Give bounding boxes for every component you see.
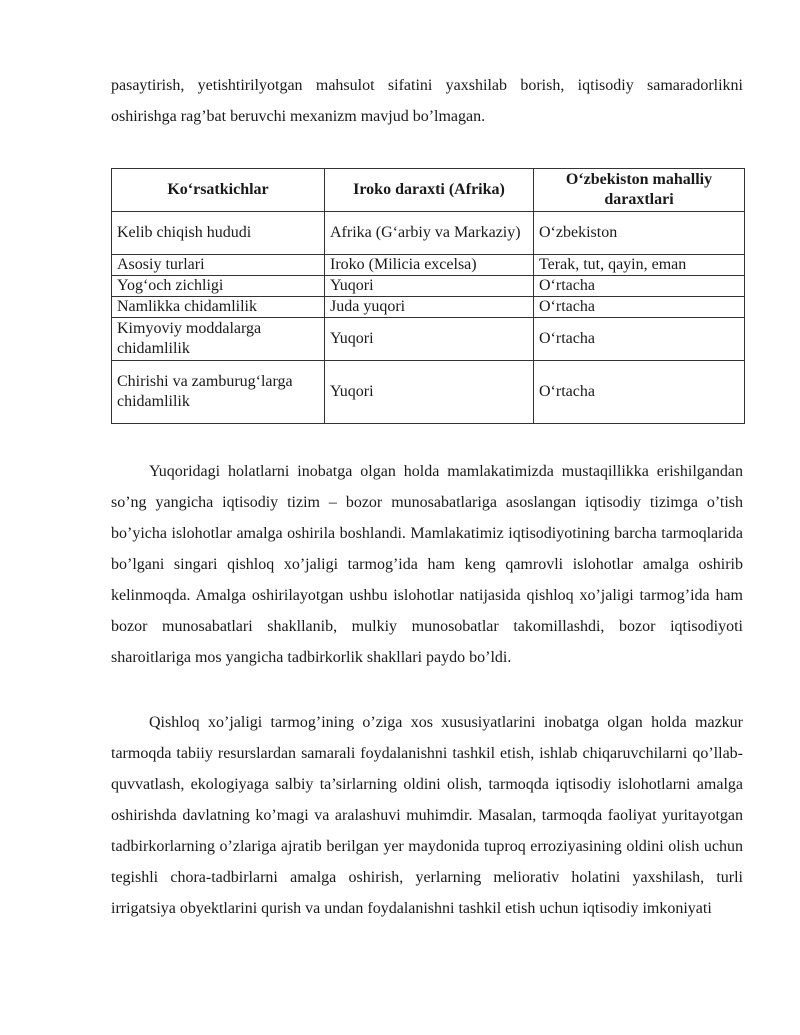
table-cell: Yog‘och zichligi [112, 276, 325, 297]
comparison-table [111, 168, 745, 424]
table-row [112, 276, 745, 297]
header-indicators: Ko‘rsatkichlar [112, 169, 325, 212]
table-cell: Chirishi va zamburug‘larga chidamlilik [112, 361, 325, 424]
table-row [112, 212, 745, 255]
table-row [112, 255, 745, 276]
table-cell: Kimyoviy moddalarga chidamlilik [112, 318, 325, 361]
table-cell: Yuqori [325, 318, 534, 361]
table-header-row [112, 169, 745, 212]
body-paragraph-2: Yuqoridagi holatlarni inobatga olgan holda mamlakatimizda mustaqillikka erishilgandan so’ng yangicha iqtisodiy tizim – bozor munosabatlariga asoslangan iqtisodiy tizimga o’tish bo’yicha islohotlar amalga oshirila boshlandi. Mamlakatimiz iqtisodiyotining barcha tarmoqlarida bo’lgani singari qishloq xo’jaligi tarmog’ida ham keng qamrovli islohotlar amalga oshirib kelinmoqda. Amalga oshirilayotgan ushbu islohotlar natijasida qishloq xo’jaligi tarmog’ida ham bozor munosabatlari shakllanib, mulkiy munosobatlar takomillashdi, bozor iqtisodiyoti sharoitlariga mos yangicha tadbirkorlik shakllari paydo bo’ldi. [111, 463, 743, 666]
intro-paragraph: pasaytirish, yetishtirilyotgan mahsulot sifatini yaxshilab borish, iqtisodiy samaradorlikni oshirishga rag’bat beruvchi mexanizm mavjud bo’lmagan. [111, 77, 743, 125]
body-paragraph-3: Qishloq xo’jaligi tarmog’ining o’ziga xos xususiyatlarini inobatga olgan holda mazkur tarmoqda tabiiy resurslardan samarali foydalanishni tashkil etish, ishlab chiqaruvchilarni qo’llab-quvvatlash, ekologiyaga salbiy ta’sirlarning oldini olish, tarmoqda iqtisodiy islohotlarni amalga oshirishda davlatning ko’magi va aralashuvi muhimdir. Masalan, tarmoqda faoliyat yuritayotgan tadbirkorlarning o’zlariga ajratib berilgan yer maydonida tuproq erroziyasining oldini olish uchun tegishli chora-tadbirlarni amalga oshirish, yerlarning meliorativ holatini yaxshilash, turli irrigatsiya obyektlarini qurish va undan foydalanishni tashkil etish uchun iqtisodiy imkoniyati [111, 714, 743, 917]
table-cell: Afrika (G‘arbiy va Markaziy) [325, 212, 534, 255]
table-cell: Juda yuqori [325, 297, 534, 318]
table-cell: O‘rtacha [534, 361, 745, 424]
table-row [112, 318, 745, 361]
table-cell: Yuqori [325, 276, 534, 297]
table-cell: Yuqori [325, 361, 534, 424]
table-cell: Namlikka chidamlilik [112, 297, 325, 318]
table-cell: O‘rtacha [534, 297, 745, 318]
table-row [112, 297, 745, 318]
table-cell: Terak, tut, qayin, eman [534, 255, 745, 276]
table-cell: Asosiy turlari [112, 255, 325, 276]
table-cell: Kelib chiqish hududi [112, 212, 325, 255]
table-cell: O‘rtacha [534, 276, 745, 297]
table-cell: O‘zbekiston [534, 212, 745, 255]
header-local-trees: O‘zbekiston mahalliy daraxtlari [534, 169, 745, 212]
table-cell: O‘rtacha [534, 318, 745, 361]
table-row [112, 361, 745, 424]
header-iroko: Iroko daraxti (Afrika) [325, 169, 534, 212]
table-cell: Iroko (Milicia excelsa) [325, 255, 534, 276]
